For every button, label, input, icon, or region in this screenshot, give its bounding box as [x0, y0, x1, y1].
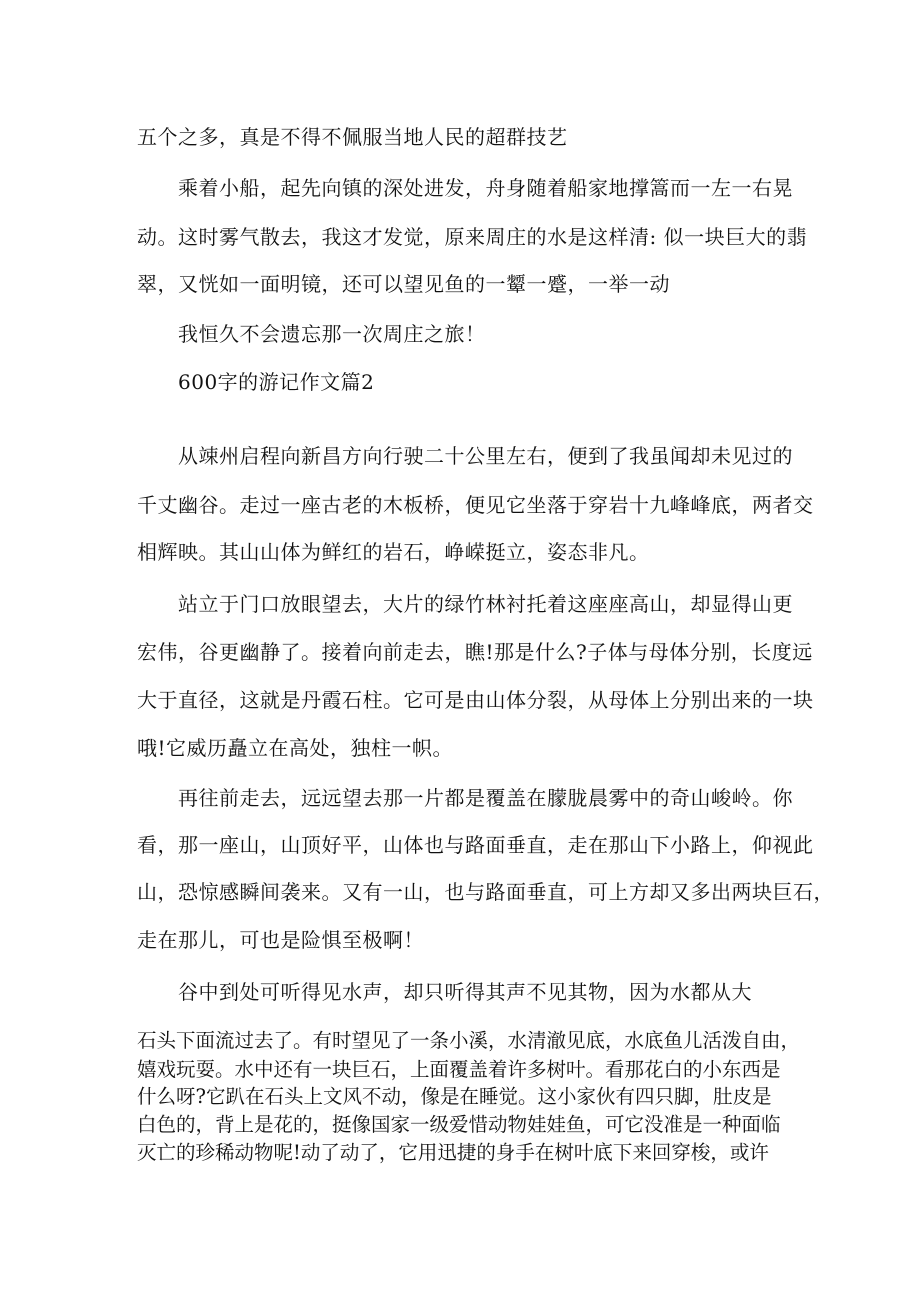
- text-line: 站立于门口放眼望去，大片的绿竹林衬托着这座座高山，却显得山更: [178, 592, 793, 616]
- text-line: 谷中到处可听得见水声，却只听得其声不见其物，因为水都从大: [178, 980, 752, 1004]
- text-line: 五个之多，真是不得不佩服当地人民的超群技艺: [137, 125, 568, 149]
- text-line: 我恒久不会遗忘那一次周庄之旅！: [178, 322, 486, 346]
- text-line: 走在那儿，可也是险惧至极啊！: [137, 928, 424, 952]
- text-line: 千丈幽谷。走过一座古老的木板桥，便见它坐落于穿岩十九峰峰底，两者交: [137, 493, 814, 517]
- text-line: 石头下面流过去了。有时望见了一条小溪，水清澈见底，水底鱼儿活泼自由，: [137, 1029, 801, 1052]
- text-line: 从竦州启程向新昌方向行驶二十公里左右，便到了我虽闻却未见过的: [178, 444, 793, 468]
- text-line: 大于直径，这就是丹霞石柱。它可是由山体分裂，从母体上分别出来的一块: [137, 688, 814, 712]
- text-line: 乘着小船，起先向镇的深处进发，舟身随着船家地撑篙而一左一右晃: [178, 176, 793, 200]
- text-line: 灭亡的珍稀动物呢!动了动了，它用迅捷的身手在树叶底下来回穿梭，或许: [137, 1141, 769, 1164]
- text-line: 再往前走去，远远望去那一片都是覆盖在朦胧晨雾中的奇山峻岭。你: [178, 786, 793, 810]
- text-line: 白色的，背上是花的，挺像国家一级爱惜动物娃娃鱼，可它没准是一种面临: [137, 1113, 781, 1136]
- text-line: 看，那一座山，山顶好平，山体也与路面垂直，走在那山下小路上，仰视此: [137, 833, 814, 857]
- section-heading: 600字的游记作文篇2: [178, 370, 375, 394]
- text-line: 翠，又恍如一面明镜，还可以望见鱼的一颦一蹙，一举一动: [137, 272, 670, 296]
- text-line: 什么呀?它趴在石头上文风不动，像是在睡觉。这小家伙有四只脚，肚皮是: [137, 1085, 772, 1108]
- text-line: 哦!它威历矗立在高处，独柱一帜。: [137, 736, 454, 760]
- text-line: 嬉戏玩耍。水中还有一块巨石，上面覆盖着许多树叶。看那花白的小东西是: [137, 1058, 781, 1081]
- text-line: 相辉映。其山山体为鲜红的岩石，峥嵘挺立，姿态非凡。: [137, 540, 650, 564]
- text-line: 山，恐惊感瞬间袭来。又有一山，也与路面垂直，可上方却又多出两块巨石，: [137, 880, 834, 904]
- text-line: 动。这时雾气散去，我这才发觉，原来周庄的水是这样清: 似一块巨大的翡: [137, 225, 808, 249]
- text-line: 宏伟，谷更幽静了。接着向前走去，瞧!那是什么?子体与母体分别，长度远: [137, 640, 813, 664]
